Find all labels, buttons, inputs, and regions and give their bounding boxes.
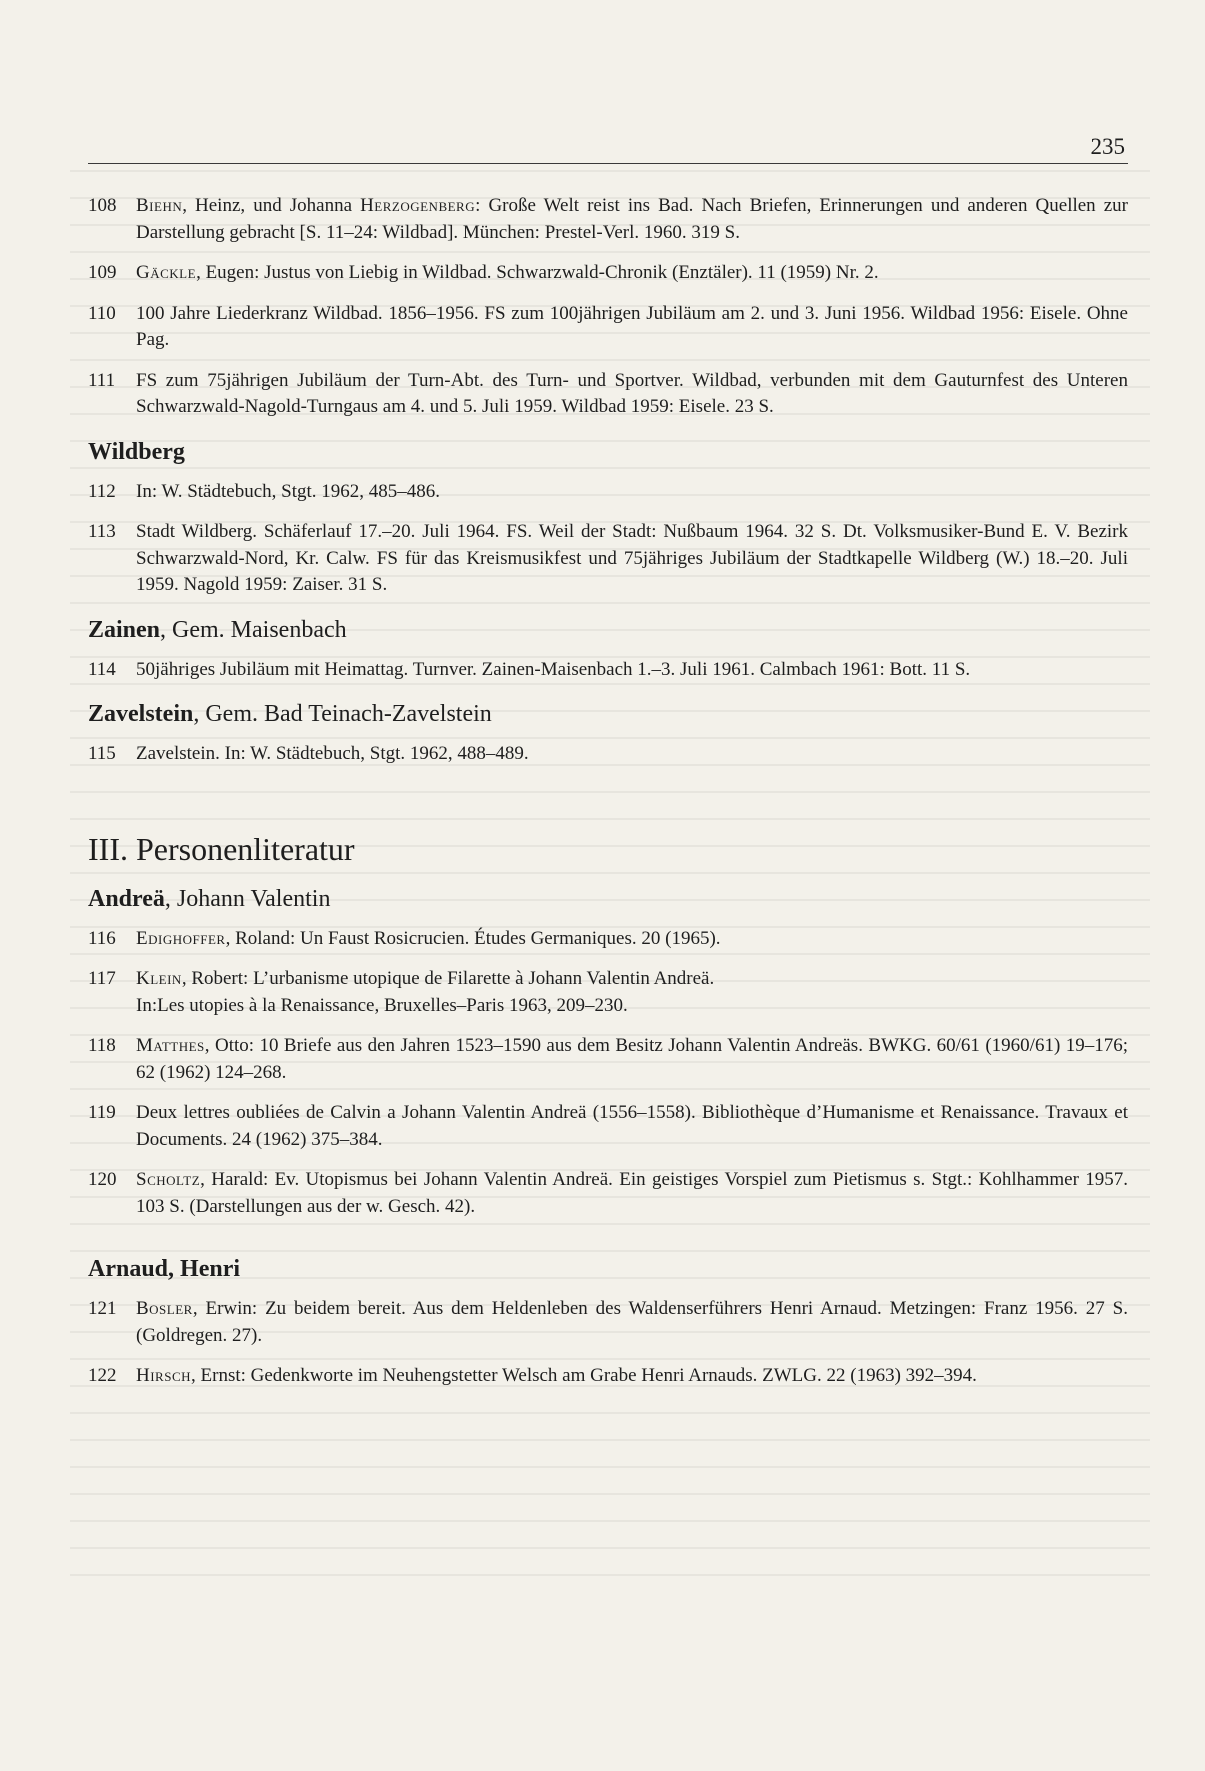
entry-109 [88,260,1128,287]
person-heading-andreae [88,884,1128,914]
entry-author-2: Herzogenberg [360,195,476,216]
entry-text: , Robert: L’urbanisme utopique de Filarette à Johann Valentin Andreä. [181,968,715,989]
section-heading-zavelstein [88,699,1128,729]
entry-author: Scholtz [136,1169,201,1190]
entry-text: 100 Jahre Liederkranz Wildbad. 1856–1956. FS zum 100jährigen Jubiläum am 2. und 3. Juni 1956. Wildbad 1956: Eisele. Ohne Pag. [136,302,1128,350]
entry-text: FS zum 75jährigen Jubiläum der Turn-Abt. des Turn- und Sportver. Wildbad, verbunden mit dem Gauturnfest des Unteren Schwarzwald-Nagold-Turngaus am 4. und 5. Juli 1959. Wildbad 1959: Eisele. 23 S. [136,369,1128,417]
entry-text: Zavelstein. In: W. Städtebuch, Stgt. 1962, 488–489. [136,743,529,764]
entry-114 [88,657,1128,684]
entry-number: 122 [88,1365,117,1386]
entry-text: , Erwin: Zu beidem bereit. Aus dem Heldenleben des Waldenserführers Henri Arnaud. Metzingen: Franz 1956. 27 S. (Goldregen. 27). [136,1298,1128,1346]
entry-author: Matthes [136,1035,205,1056]
entry-text: Stadt Wildberg. Schäferlauf 17.–20. Juli 1964. FS. Weil der Stadt: Nußbaum 1964. 32 S. Dt. Volksmusiker-Bund E. V. Bezirk Schwarzwald-Nord, Kr. Calw. FS für das Kreismusikfest und 75jähriges Jubiläum der Stadtkapelle Wildberg (W.) 18.–20. Juli 1959. Nagold 1959: Zaiser. 31 S. [136,521,1128,595]
entry-108 [88,193,1128,246]
entry-number: 108 [88,195,117,216]
entry-113 [88,519,1128,599]
entry-number: 110 [88,302,116,324]
entry-text: 50jähriges Jubiläum mit Heimattag. Turnver. Zainen-Maisenbach 1.–3. Juli 1961. Calmbach 1961: Bott. 11 S. [136,658,971,680]
entry-text: , Roland: Un Faust Rosicrucien. Études Germaniques. 20 (1965). [225,927,721,949]
entry-text: , Otto: 10 Briefe aus den Jahren 1523–1590 aus dem Besitz Johann Valentin Andreäs. BWKG. 60/61 (1960/61) 19–176; 62 (1962) 124–268. [136,1035,1128,1083]
entry-number: 111 [88,369,116,391]
entry-111 [88,368,1128,421]
entry-112 [88,479,1128,506]
entry-number: 112 [88,480,116,502]
entry-119 [88,1100,1128,1153]
section-heading-rest: , Gem. Maisenbach [160,616,347,643]
entry-121 [88,1296,1128,1349]
entry-text: , Eugen: Justus von Liebig in Wildbad. Schwarzwald-Chronik (Enztäler). 11 (1959) Nr. 2. [196,262,879,283]
entry-author: Gäckle [136,262,197,283]
entry-number: 114 [88,658,116,680]
entry-author: Klein [136,968,182,989]
entry-author: Edighoffer [136,927,226,949]
entry-text: , Harald: Ev. Utopismus bei Johann Valentin Andreä. Ein geistiges Vorspiel zum Pietismus s. Stgt.: Kohlhammer 1957. 103 S. (Darstellungen aus der w. Gesch. 42). [136,1169,1128,1217]
entry-text-line-2: In:Les utopies à la Renaissance, Bruxelles–Paris 1963, 209–230. [136,994,628,1016]
section-heading-bold: Wildberg [88,438,185,465]
page-content [88,193,1128,1390]
entry-text: : Große Welt reist ins Bad. Nach Briefen, Erinnerungen und anderen Quellen zur Darstellung gebracht [S. 11–24: Wildbad]. München: Prestel-Verl. 1960. 319 S. [136,195,1128,243]
entry-117 [88,966,1128,1019]
header-rule [88,163,1128,164]
entry-116 [88,926,1128,953]
entry-text: Deux lettres oubliées de Calvin a Johann Valentin Andreä (1556–1558). Bibliothèque d’Humanisme et Renaissance. Travaux et Documents. 24 (1962) 375–384. [136,1102,1128,1150]
entry-122 [88,1363,1128,1390]
entry-number: 109 [88,262,117,283]
entry-120 [88,1167,1128,1220]
entry-110 [88,301,1128,354]
page-number: 235 [1090,134,1125,159]
entry-number: 118 [88,1035,116,1056]
entry-118 [88,1033,1128,1086]
entry-text: In: W. Städtebuch, Stgt. 1962, 485–486. [136,480,440,502]
entry-number: 115 [88,743,116,764]
section-heading-bold: Zavelstein [88,701,194,727]
person-heading-bold: Andreä [88,885,165,912]
entry-number: 113 [88,521,116,542]
entry-author: Bosler [136,1298,193,1319]
section-heading-bold: Zainen [88,616,161,643]
entry-number: 119 [88,1102,116,1123]
entry-number: 117 [88,968,116,989]
entry-number: 116 [88,927,116,949]
entry-author-rest: , Heinz, und Johanna [182,195,361,216]
entry-number: 120 [88,1169,117,1190]
person-heading-rest: , Johann Valentin [164,885,331,912]
section-heading-zainen [88,615,1128,645]
person-heading-arnaud [88,1254,1128,1284]
entry-115 [88,741,1128,768]
entry-author: Hirsch [136,1365,192,1386]
entry-author: Biehn [136,195,183,216]
section-heading-wildberg [88,437,1128,467]
part-heading: III. Personenliteratur [88,830,355,867]
entry-text: , Ernst: Gedenkworte im Neuhengstetter Welsch am Grabe Henri Arnauds. ZWLG. 22 (1963) 392–394. [191,1365,977,1386]
person-heading-rest: , Henri [168,1256,241,1282]
section-heading-rest: , Gem. Bad Teinach-Zavelstein [193,701,492,727]
person-heading-bold: Arnaud [88,1256,169,1282]
entry-number: 121 [88,1298,117,1319]
